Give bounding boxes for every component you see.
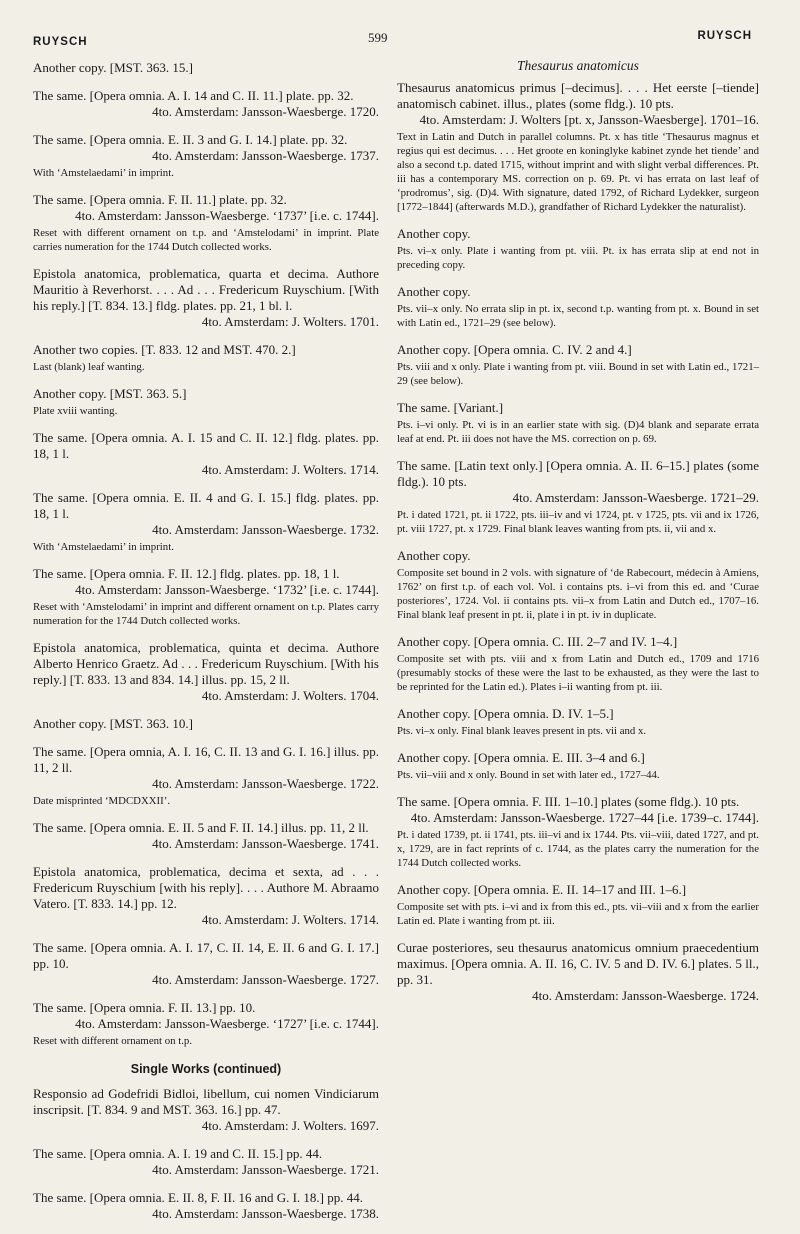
- entry-imprint: 4to. Amsterdam: J. Wolters [pt. x, Jansson-Waesberge]. 1701–16.: [419, 112, 759, 127]
- entry-imprint: 4to. Amsterdam: Jansson-Waesberge. 1721.: [152, 1162, 379, 1177]
- catalogue-entry: [33, 266, 379, 330]
- entry-title: The same. [Variant.]: [397, 400, 504, 415]
- catalogue-entry: [397, 940, 759, 1004]
- entry-note: Pt. i dated 1739, pt. ii 1741, pts. iii–vi and ix 1744. Pts. vii–viii, dated 1727, and pt. x, 1729, are in fact reprints of c. 1744, as the plates carry the numeration for the 1744 Dutch collected works.: [397, 829, 759, 869]
- entry-note: Pts. i–vi only. Pt. vi is in an earlier state with sig. (D)4 blank and separate errata leaf at end. Pt. iii does not have the MS. correction on p. 69.: [397, 419, 759, 445]
- entry-imprint: 4to. Amsterdam: Jansson-Waesberge. 1741.: [152, 836, 379, 851]
- catalogue-entry: [33, 490, 379, 554]
- entry-title: Another copy.: [397, 548, 471, 563]
- entry-title: Another copy. [Opera omnia. C. III. 2–7 and IV. 1–4.]: [397, 634, 678, 649]
- catalogue-entry: [33, 940, 379, 988]
- catalogue-entry: [397, 882, 759, 928]
- entry-imprint: 4to. Amsterdam: Jansson-Waesberge. 1738.: [152, 1206, 379, 1221]
- entry-title: Another copy. [Opera omnia. E. III. 3–4 and 6.]: [397, 750, 645, 765]
- entry-note: Pt. i dated 1721, pt. ii 1722, pts. iii–iv and vi 1724, pt. v 1725, pts. vii and ix 1726, pt. viii 1727, pt. x 1729. Final blank leaves wanting from pts. ii, vii and x.: [397, 509, 759, 535]
- entry-imprint: 4to. Amsterdam: J. Wolters. 1701.: [201, 314, 379, 329]
- left-column: [33, 60, 379, 1234]
- entry-title: The same. [Opera omnia. A. I. 14 and C. II. 11.] plate. pp. 32.: [33, 88, 354, 103]
- entry-title: The same. [Opera omnia. E. II. 8, F. II. 16 and G. I. 18.] pp. 44.: [33, 1190, 364, 1205]
- entry-note: Text in Latin and Dutch in parallel columns. Pt. x has title ‘Thesaurus magnus et regius qui est decimus. . . . Het groote en koninglyke kabinet zynde het tiende’ and also a second t.p. dated 1715, without imprint and with slight verbal differences. Pt. iii has a contemporary MS. correction on p. 69. Pt. vi has errata on last leaf of ‘prodromus’, sig. (D)4. With signature, dated 1792, of Richard Lydekker, surgeon [1772–1844] (afterwards M.D.), grandfather of Richard Lydekker the naturalist).: [397, 131, 759, 213]
- entry-title: Another copy. [Opera omnia. E. II. 14–17 and III. 1–6.]: [397, 882, 687, 897]
- entry-title: Epistola anatomica, problematica, quarta et decima. Authore Mauritio à Reverhorst. . . . Ad . . . Fredericum Ruyschium. [With his reply.] [T. 834. 13.] fldg. plates. pp. 21, 1 bl. l.: [33, 266, 379, 313]
- entry-note: Pts. vi–x only. Plate i wanting from pt. viii. Pt. ix has errata slip at end not in preceding copy.: [397, 245, 759, 271]
- entry-imprint: 4to. Amsterdam: Jansson-Waesberge. 1720.: [152, 104, 379, 119]
- catalogue-entry: [33, 716, 379, 732]
- entry-imprint: 4to. Amsterdam: Jansson-Waesberge. 1724.: [532, 988, 759, 1003]
- entry-title: The same. [Opera omnia. A. I. 17, C. II. 14, E. II. 6 and G. I. 17.] pp. 10.: [33, 940, 379, 971]
- entry-title: The same. [Opera omnia. A. I. 15 and C. II. 12.] fldg. plates. pp. 18, 1 l.: [33, 430, 379, 461]
- catalogue-entry: [33, 342, 379, 374]
- catalogue-entry: [397, 342, 759, 388]
- entry-title: Thesaurus anatomicus primus [–decimus]. . . . Het eerste [–tiende] anatomisch cabinet. illus., plates (some fldg.). 10 pts.: [397, 80, 759, 111]
- catalogue-entry: [33, 820, 379, 852]
- entry-title: The same. [Opera omnia. F. III. 1–10.] plates (some fldg.). 10 pts.: [397, 794, 740, 809]
- entry-imprint: 4to. Amsterdam: Jansson-Waesberge. ‘1732’ [i.e. c. 1744].: [75, 582, 379, 597]
- entry-note: Last (blank) leaf wanting.: [33, 361, 145, 373]
- entry-imprint: 4to. Amsterdam: Jansson-Waesberge. 1721–29.: [512, 490, 759, 505]
- catalogue-entry: [397, 226, 759, 272]
- entry-imprint: 4to. Amsterdam: Jansson-Waesberge. 1732.: [152, 522, 379, 537]
- page-number: 599: [368, 30, 388, 45]
- catalogue-entry: [33, 430, 379, 478]
- catalogue-entry: [33, 1000, 379, 1048]
- entry-title: Another copy. [MST. 363. 15.]: [33, 60, 193, 75]
- entry-title: The same. [Opera omnia. E. II. 5 and F. II. 14.] illus. pp. 11, 2 ll.: [33, 820, 369, 835]
- catalogue-entry: [33, 88, 379, 120]
- entry-title: Epistola anatomica, problematica, quinta et decima. Authore Alberto Henrico Graetz. Ad . . . Fredericum Ruyschium. [With his reply.] [T. 833. 13 and 834. 14.] illus. pp. 15, 2 ll.: [33, 640, 379, 687]
- catalogue-entry: [33, 192, 379, 254]
- entry-note: With ‘Amstelaedami’ in imprint.: [33, 167, 174, 179]
- entry-imprint: 4to. Amsterdam: Jansson-Waesberge. ‘1737’ [i.e. c. 1744].: [75, 208, 379, 223]
- entry-title: The same. [Opera omnia. F. II. 13.] pp. 10.: [33, 1000, 256, 1015]
- running-head-right: RUYSCH: [697, 30, 752, 42]
- entry-note: Composite set with pts. viii and x from Latin and Dutch ed., 1709 and 1716 (presumably stocks of these were the last to be exhausted, as they were the last to be reprinted for the Latin ed.). Plates i–ii wanting from pt. iii.: [397, 653, 759, 693]
- entry-imprint: 4to. Amsterdam: Jansson-Waesberge. 1737.: [152, 148, 379, 163]
- entry-imprint: 4to. Amsterdam: J. Wolters. 1714.: [201, 912, 379, 927]
- entry-note: Plate xviii wanting.: [33, 405, 118, 417]
- entry-title: Epistola anatomica, problematica, decima et sexta, ad . . . Fredericum Ruyschium [with his reply]. . . . Authore M. Abraamo Vatero. [T. 833. 14.] pp. 12.: [33, 864, 379, 911]
- entry-title: The same. [Opera omnia. F. II. 12.] fldg. plates. pp. 18, 1 l.: [33, 566, 340, 581]
- running-head-left: RUYSCH: [33, 36, 88, 48]
- catalogue-entry: [33, 566, 379, 628]
- right-entries: [397, 80, 759, 1004]
- catalogue-entry: [33, 744, 379, 808]
- entry-title: The same. [Opera omnia. F. II. 11.] plate. pp. 32.: [33, 192, 287, 207]
- entry-imprint: 4to. Amsterdam: Jansson-Waesberge. ‘1727’ [i.e. c. 1744].: [75, 1016, 379, 1031]
- catalogue-entry: [397, 458, 759, 536]
- catalogue-entry: [33, 1190, 379, 1222]
- entry-imprint: 4to. Amsterdam: J. Wolters. 1714.: [201, 462, 379, 477]
- entry-title: Another copy. [Opera omnia. D. IV. 1–5.]: [397, 706, 614, 721]
- entry-title: Another copy. [MST. 363. 10.]: [33, 716, 193, 731]
- entry-title: Another copy. [MST. 363. 5.]: [33, 386, 187, 401]
- left-entries-continued: [33, 1086, 379, 1222]
- catalogue-entry: [397, 284, 759, 330]
- entry-title: Responsio ad Godefridi Bidloi, libellum, cui nomen Vindiciarum inscripsit. [T. 834. 9 and MST. 363. 16.] pp. 47.: [33, 1086, 379, 1117]
- entry-title: The same. [Latin text only.] [Opera omnia. A. II. 6–15.] plates (some fldg.). 10 pts.: [397, 458, 759, 489]
- entry-imprint: 4to. Amsterdam: J. Wolters. 1704.: [201, 688, 379, 703]
- catalogue-entry: [33, 386, 379, 418]
- entry-imprint: 4to. Amsterdam: Jansson-Waesberge. 1727–44 [i.e. 1739–c. 1744].: [410, 810, 759, 825]
- section-heading: Single Works (continued): [130, 1062, 282, 1076]
- entry-imprint: 4to. Amsterdam: Jansson-Waesberge. 1727.: [152, 972, 379, 987]
- catalogue-entry: [397, 794, 759, 870]
- entry-note: Reset with different ornament on t.p. and ‘Amstelodami’ in imprint. Plate carries numeration for the 1744 Dutch collected works.: [33, 227, 379, 253]
- entry-note: Pts. vii–viii and x only. Bound in set with later ed., 1727–44.: [397, 769, 660, 781]
- entry-title: Another copy.: [397, 226, 471, 241]
- catalogue-entry: [397, 750, 759, 782]
- catalogue-entry: [33, 60, 379, 76]
- entry-note: Pts. viii and x only. Plate i wanting from pt. viii. Bound in set with Latin ed., 1721–29 (see below).: [397, 361, 759, 387]
- entry-imprint: 4to. Amsterdam: Jansson-Waesberge. 1722.: [152, 776, 379, 791]
- entry-note: Date misprinted ‘MDCDXXII’.: [33, 795, 171, 807]
- catalogue-entry: [397, 634, 759, 694]
- entry-title: The same. [Opera omnia. E. II. 4 and G. I. 15.] fldg. plates. pp. 18, 1 l.: [33, 490, 379, 521]
- entry-note: Reset with ‘Amstelodami’ in imprint and different ornament on t.p. Plates carry numeration for the 1744 Dutch collected works.: [33, 601, 379, 627]
- entry-title: Another two copies. [T. 833. 12 and MST. 470. 2.]: [33, 342, 296, 357]
- catalogue-entry: [397, 706, 759, 738]
- entry-note: Reset with different ornament on t.p.: [33, 1035, 193, 1047]
- entry-title: Curae posteriores, seu thesaurus anatomicus omnium praecedentium maximus. [Opera omnia. A. II. 16, C. IV. 5 and D. IV. 6.] plates. 5 ll., pp. 31.: [397, 940, 759, 987]
- entry-note: Composite set with pts. i–vi and ix from this ed., pts. vii–viii and x from the earlier Latin ed. Plate i wanting from pt. iii.: [397, 901, 759, 927]
- entry-note: Pts. vi–x only. Final blank leaves present in pts. vii and x.: [397, 725, 647, 737]
- entry-title: The same. [Opera omnia. A. I. 19 and C. II. 15.] pp. 44.: [33, 1146, 323, 1161]
- entry-title: Another copy.: [397, 284, 471, 299]
- entry-note: Pts. vii–x only. No errata slip in pt. ix, second t.p. wanting from pt. x. Bound in set with Latin ed., 1721–29 (see below).: [397, 303, 759, 329]
- section-subtitle: Thesaurus anatomicus: [517, 58, 639, 73]
- catalogue-entry: [33, 864, 379, 928]
- right-column: [397, 60, 759, 1016]
- entry-title: Another copy. [Opera omnia. C. IV. 2 and 4.]: [397, 342, 632, 357]
- catalogue-entry: [33, 1086, 379, 1134]
- entry-title: The same. [Opera omnia. E. II. 3 and G. I. 14.] plate. pp. 32.: [33, 132, 348, 147]
- entry-imprint: 4to. Amsterdam: J. Wolters. 1697.: [201, 1118, 379, 1133]
- entry-note: With ‘Amstelaedami’ in imprint.: [33, 541, 174, 553]
- catalogue-entry: [397, 400, 759, 446]
- catalogue-entry: [33, 640, 379, 704]
- catalogue-entry: [397, 548, 759, 622]
- catalogue-entry: [33, 132, 379, 180]
- entry-note: Composite set bound in 2 vols. with signature of ‘de Rabecourt, médecin à Amiens, 1762’ on first t.p. of each vol. Vol. i contains pts. i–vi from this ed. and ‘Curae posteriores’, 1724. Vol. ii contains pts. vii–x from Latin and Dutch ed., 1707–16. Final blank leaf present in pt. ii, plate i in pt. iv in duplicate.: [397, 567, 759, 621]
- catalogue-entry: [33, 1146, 379, 1178]
- catalogue-entry: [397, 80, 759, 214]
- entry-title: The same. [Opera omnia, A. I. 16, C. II. 13 and G. I. 16.] illus. pp. 11, 2 ll.: [33, 744, 379, 775]
- left-entries: [33, 60, 379, 1048]
